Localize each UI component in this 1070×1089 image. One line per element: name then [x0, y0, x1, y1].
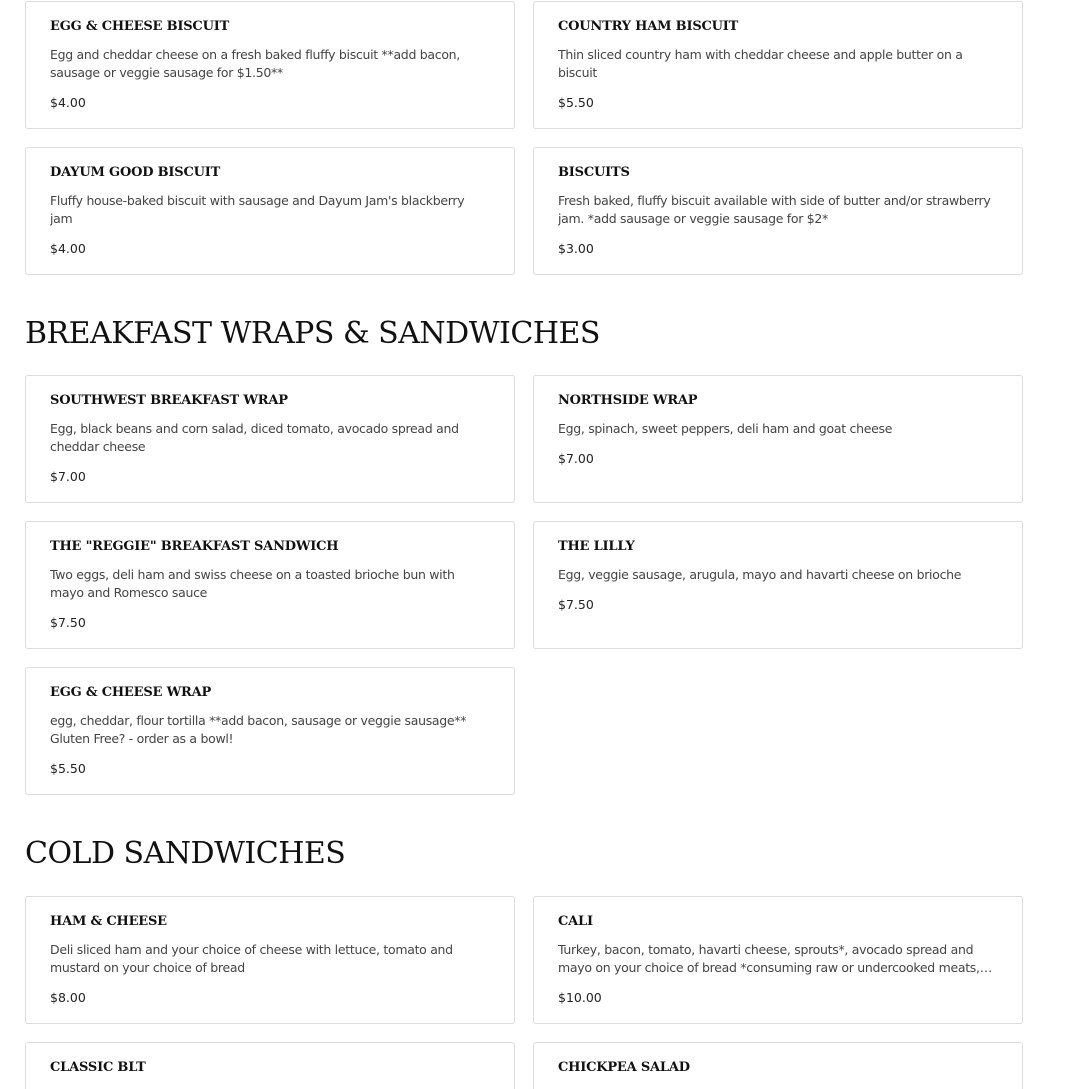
- menu-item-card[interactable]: [533, 147, 1023, 275]
- menu-item-price: $7.50: [50, 615, 86, 630]
- section-title-breakfast-wraps: BREAKFAST WRAPS & SANDWICHES: [25, 316, 600, 351]
- menu-item-description: Egg, veggie sausage, arugula, mayo and havarti cheese on brioche: [558, 567, 962, 582]
- menu-item-name: HAM & CHEESE: [50, 914, 167, 929]
- menu-item-price: $5.50: [50, 761, 86, 776]
- menu-item-name: COUNTRY HAM BISCUIT: [558, 19, 739, 34]
- menu-item-card[interactable]: [533, 1042, 1023, 1089]
- menu-item-card[interactable]: [25, 667, 515, 795]
- menu-item-description: Deli sliced ham and your choice of cheese with lettuce, tomato and mustard on your choice of bread: [50, 942, 453, 975]
- menu-item-description: Egg and cheddar cheese on a fresh baked fluffy biscuit **add bacon, sausage or veggie sausage for $1.50**: [50, 47, 460, 80]
- menu-item-price: $5.50: [558, 95, 594, 110]
- menu-item-description: Fresh baked, fluffy biscuit available with side of butter and/or strawberry jam. *add sausage or veggie sausage for $2*: [558, 193, 991, 226]
- menu-item-price: $4.00: [50, 241, 86, 256]
- menu-item-price: $7.00: [50, 469, 86, 484]
- menu-item-card[interactable]: [25, 147, 515, 275]
- menu-item-name: CALI: [558, 914, 593, 929]
- menu-item-description: Thin sliced country ham with cheddar cheese and apple butter on a biscuit: [558, 47, 963, 80]
- menu-item-name: EGG & CHEESE BISCUIT: [50, 19, 230, 34]
- menu-item-card[interactable]: [533, 521, 1023, 649]
- menu-item-name: CHICKPEA SALAD: [558, 1060, 690, 1075]
- menu-item-price: $8.00: [50, 990, 86, 1005]
- menu-item-description: Two eggs, deli ham and swiss cheese on a toasted brioche bun with mayo and Romesco sauce: [50, 567, 455, 600]
- menu-item-card[interactable]: [25, 375, 515, 503]
- menu-item-description: Egg, black beans and corn salad, diced tomato, avocado spread and cheddar cheese: [50, 421, 459, 454]
- menu-item-description: Fluffy house-baked biscuit with sausage and Dayum Jam's blackberry jam: [50, 193, 465, 226]
- menu-item-card[interactable]: [25, 521, 515, 649]
- menu-item-name: SOUTHWEST BREAKFAST WRAP: [50, 393, 288, 408]
- menu-item-price: $7.50: [558, 597, 594, 612]
- menu-item-card[interactable]: [25, 1, 515, 129]
- menu-item-price: $3.00: [558, 241, 594, 256]
- menu-item-price: $7.00: [558, 451, 594, 466]
- menu-item-name: THE "REGGIE" BREAKFAST SANDWICH: [50, 539, 339, 554]
- menu-item-name: DAYUM GOOD BISCUIT: [50, 165, 221, 180]
- menu-item-name: BISCUITS: [558, 165, 630, 180]
- menu-item-name: CLASSIC BLT: [50, 1060, 146, 1075]
- menu-item-card[interactable]: [25, 1042, 515, 1089]
- menu-item-card[interactable]: [25, 896, 515, 1024]
- menu-item-name: NORTHSIDE WRAP: [558, 393, 698, 408]
- menu-item-card[interactable]: [533, 375, 1023, 503]
- section-title-cold-sandwiches: COLD SANDWICHES: [25, 836, 346, 871]
- menu-item-description: egg, cheddar, flour tortilla **add bacon, sausage or veggie sausage** Gluten Free? - order as a bowl!: [50, 713, 467, 746]
- menu-item-price: $4.00: [50, 95, 86, 110]
- menu-item-name: THE LILLY: [558, 539, 635, 554]
- menu-item-card[interactable]: [533, 1, 1023, 129]
- menu-item-price: $10.00: [558, 990, 602, 1005]
- menu-item-name: EGG & CHEESE WRAP: [50, 685, 212, 700]
- menu-item-description: Egg, spinach, sweet peppers, deli ham and goat cheese: [558, 421, 893, 436]
- menu-item-card[interactable]: [533, 896, 1023, 1024]
- menu-item-description: Turkey, bacon, tomato, havarti cheese, sprouts*, avocado spread and mayo on your choice of bread *consuming raw or undercooked meats,: [558, 942, 980, 975]
